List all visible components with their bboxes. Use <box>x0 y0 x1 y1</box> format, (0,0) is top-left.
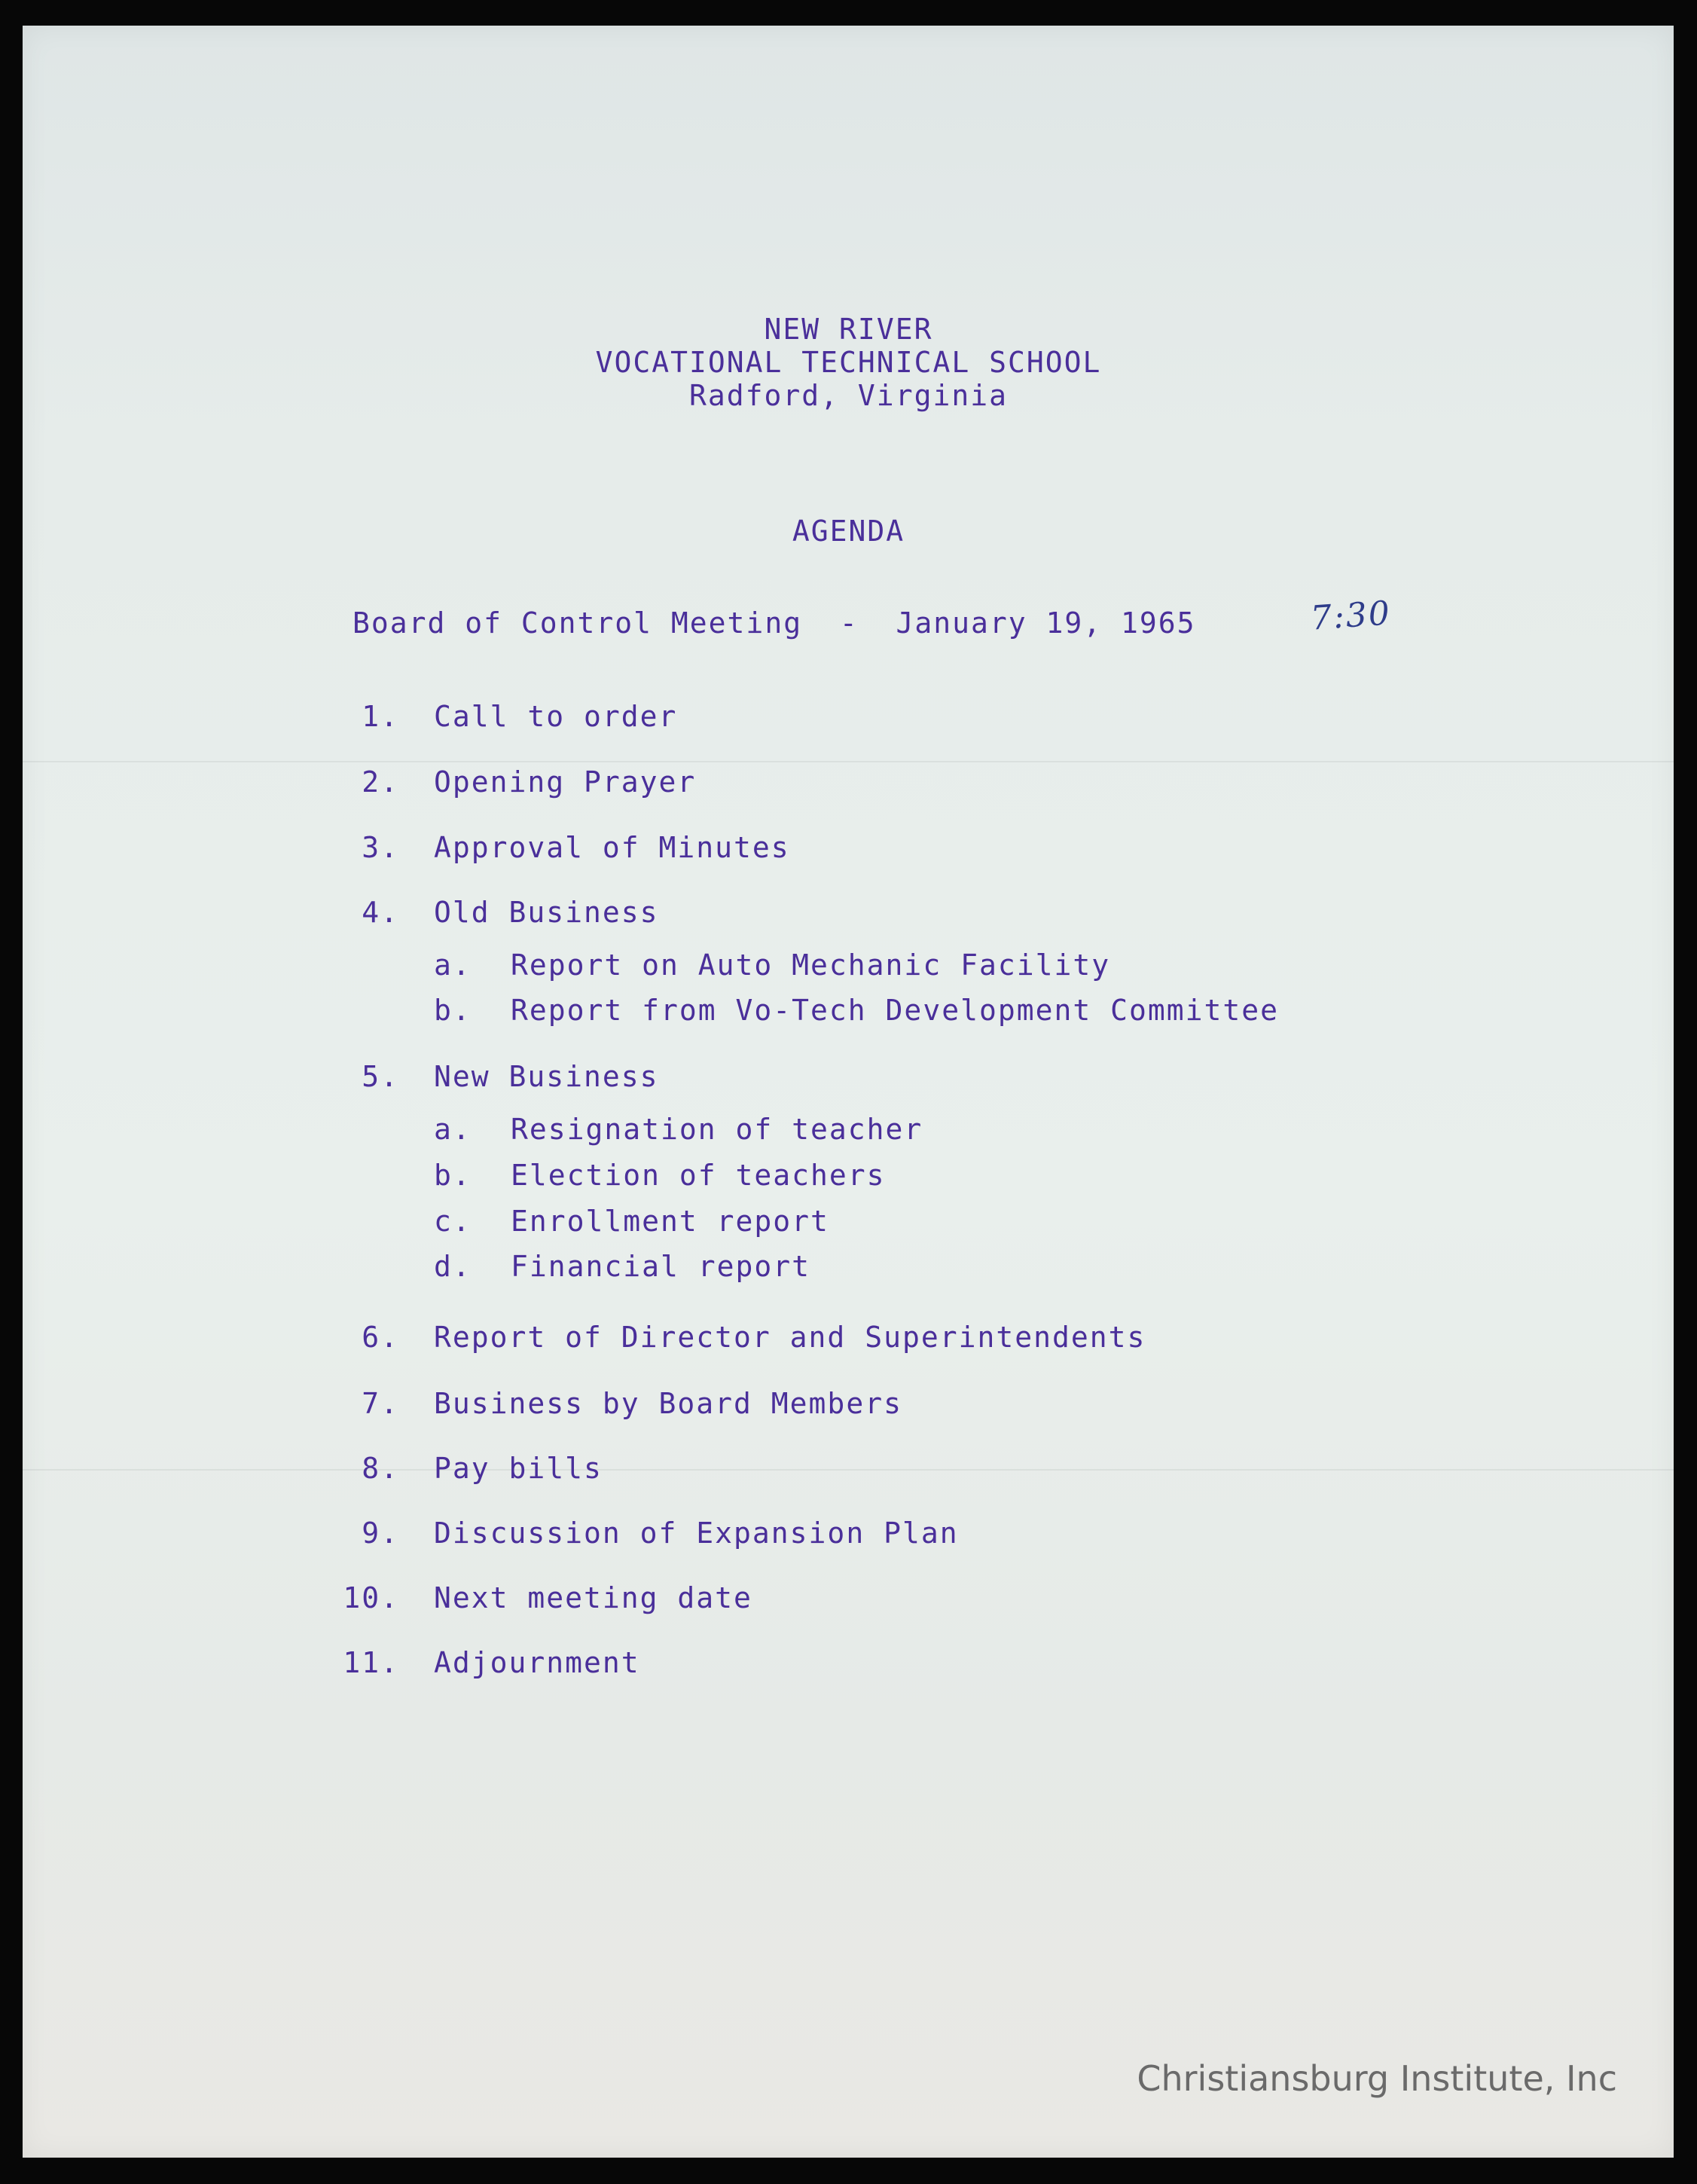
agenda-subitem-letter: b. <box>434 994 472 1027</box>
agenda-heading: AGENDA <box>792 515 905 548</box>
agenda-item-number: 3. <box>362 831 399 864</box>
letterhead-school-name: NEW RIVER <box>764 313 933 346</box>
agenda-item-number: 10. <box>343 1581 399 1614</box>
paper-fold-line <box>23 1469 1674 1471</box>
letterhead-school-type: VOCATIONAL TECHNICAL SCHOOL <box>595 346 1102 379</box>
handwritten-time-note: 7:30 <box>1309 594 1393 638</box>
agenda-subitem-text: Report on Auto Mechanic Facility <box>511 948 1111 982</box>
agenda-item-number: 4. <box>362 896 399 929</box>
agenda-subitem-letter: a. <box>434 948 472 982</box>
paper-fold-line <box>23 761 1674 762</box>
agenda-subitem-letter: d. <box>434 1250 472 1283</box>
agenda-subitem-letter: a. <box>434 1113 472 1146</box>
agenda-item-text: Pay bills <box>434 1452 603 1485</box>
agenda-item-text: New Business <box>434 1060 659 1093</box>
agenda-item-text: Call to order <box>434 700 678 733</box>
meeting-title: Board of Control Meeting - January 19, 1965 <box>353 606 1196 640</box>
agenda-item-text: Adjournment <box>434 1646 640 1679</box>
agenda-item-number: 5. <box>362 1060 399 1093</box>
agenda-subitem-text: Enrollment report <box>511 1205 829 1238</box>
agenda-item-number: 1. <box>362 700 399 733</box>
agenda-subitem-letter: b. <box>434 1159 472 1192</box>
agenda-item-number: 2. <box>362 765 399 799</box>
archive-watermark: Christiansburg Institute, Inc <box>1137 2058 1617 2099</box>
agenda-item-text: Business by Board Members <box>434 1387 902 1420</box>
agenda-item-text: Next meeting date <box>434 1581 752 1614</box>
agenda-item-number: 8. <box>362 1452 399 1485</box>
agenda-item-text: Report of Director and Superintendents <box>434 1321 1146 1354</box>
agenda-item-number: 6. <box>362 1321 399 1354</box>
agenda-item-number: 9. <box>362 1517 399 1550</box>
agenda-item-text: Opening Prayer <box>434 765 697 799</box>
agenda-subitem-text: Report from Vo-Tech Development Committee <box>511 994 1279 1027</box>
agenda-item-text: Old Business <box>434 896 659 929</box>
agenda-subitem-text: Resignation of teacher <box>511 1113 923 1146</box>
letterhead-location: Radford, Virginia <box>689 379 1008 412</box>
agenda-subitem-text: Election of teachers <box>511 1159 886 1192</box>
agenda-subitem-text: Financial report <box>511 1250 811 1283</box>
agenda-subitem-letter: c. <box>434 1205 472 1238</box>
agenda-item-number: 11. <box>343 1646 399 1679</box>
agenda-item-text: Approval of Minutes <box>434 831 790 864</box>
agenda-item-number: 7. <box>362 1387 399 1420</box>
agenda-item-text: Discussion of Expansion Plan <box>434 1517 959 1550</box>
